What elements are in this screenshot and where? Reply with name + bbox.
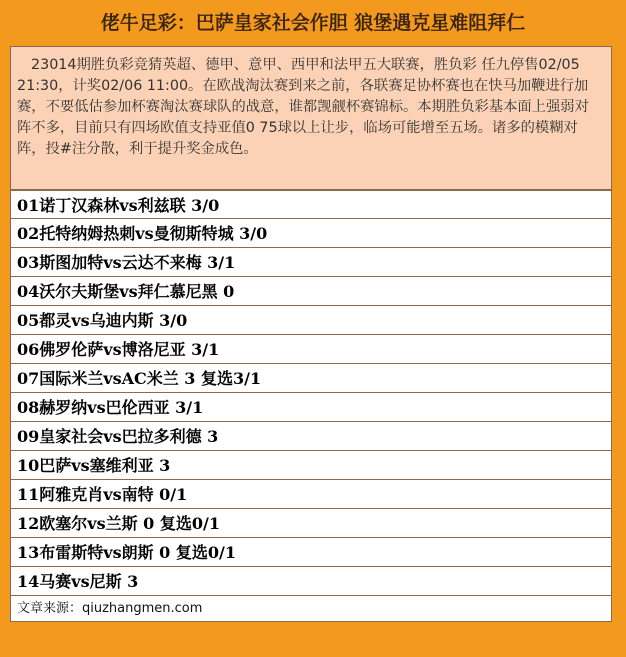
match-row-11: 11阿雅克肖vs南特 0/1: [10, 480, 612, 509]
match-list: [10, 190, 612, 622]
match-row-08: 08赫罗纳vs巴伦西亚 3/1: [10, 393, 612, 422]
match-row-06: 06佛罗伦萨vs博洛尼亚 3/1: [10, 335, 612, 364]
match-row-04: 04沃尔夫斯堡vs拜仁慕尼黑 0: [10, 277, 612, 306]
match-row-10: 10巴萨vs塞维利亚 3: [10, 451, 612, 480]
page-title: 佬牛足彩：巴萨皇家社会作胆 狼堡遇克星难阻拜仁: [100, 12, 526, 34]
match-row-12: 12欧塞尔vs兰斯 0 复选0/1: [10, 509, 612, 538]
match-row-02: 02托特纳姆热刺vs曼彻斯特城 3/0: [10, 219, 612, 248]
match-row-03: 03斯图加特vs云达不来梅 3/1: [10, 248, 612, 277]
match-row-01: 01诺丁汉森林vs利兹联 3/0: [10, 190, 612, 219]
source-line: 文章来源：qiuzhangmen.com: [10, 596, 612, 622]
match-row-13: 13布雷斯特vs朗斯 0 复选0/1: [10, 538, 612, 567]
match-row-05: 05都灵vs乌迪内斯 3/0: [10, 306, 612, 335]
match-row-09: 09皇家社会vs巴拉多利德 3: [10, 422, 612, 451]
bottom-border: [10, 642, 612, 651]
match-row-07: 07国际米兰vsAC米兰 3 复选3/1: [10, 364, 612, 393]
match-row-14: 14马赛vs尼斯 3: [10, 567, 612, 596]
intro-paragraph: 23014期胜负彩竞猜英超、德甲、意甲、西甲和法甲五大联赛，胜负彩 任九停售02/05 21:30，计奖02/06 11:00。在欧战淘汰赛到来之前，各联赛足协杯赛也在快马加鞭进行加赛，不要低估参加杯赛淘汰赛球队的战意，谁都觊觎杯赛锦标。本期胜负彩基本面上强弱对阵不多，目前只有四场欧值支持亚值0 75球以上让步，临场可能增至五场。诸多的模糊对阵，投#注分散，利于提升奖金成色。: [10, 46, 612, 190]
